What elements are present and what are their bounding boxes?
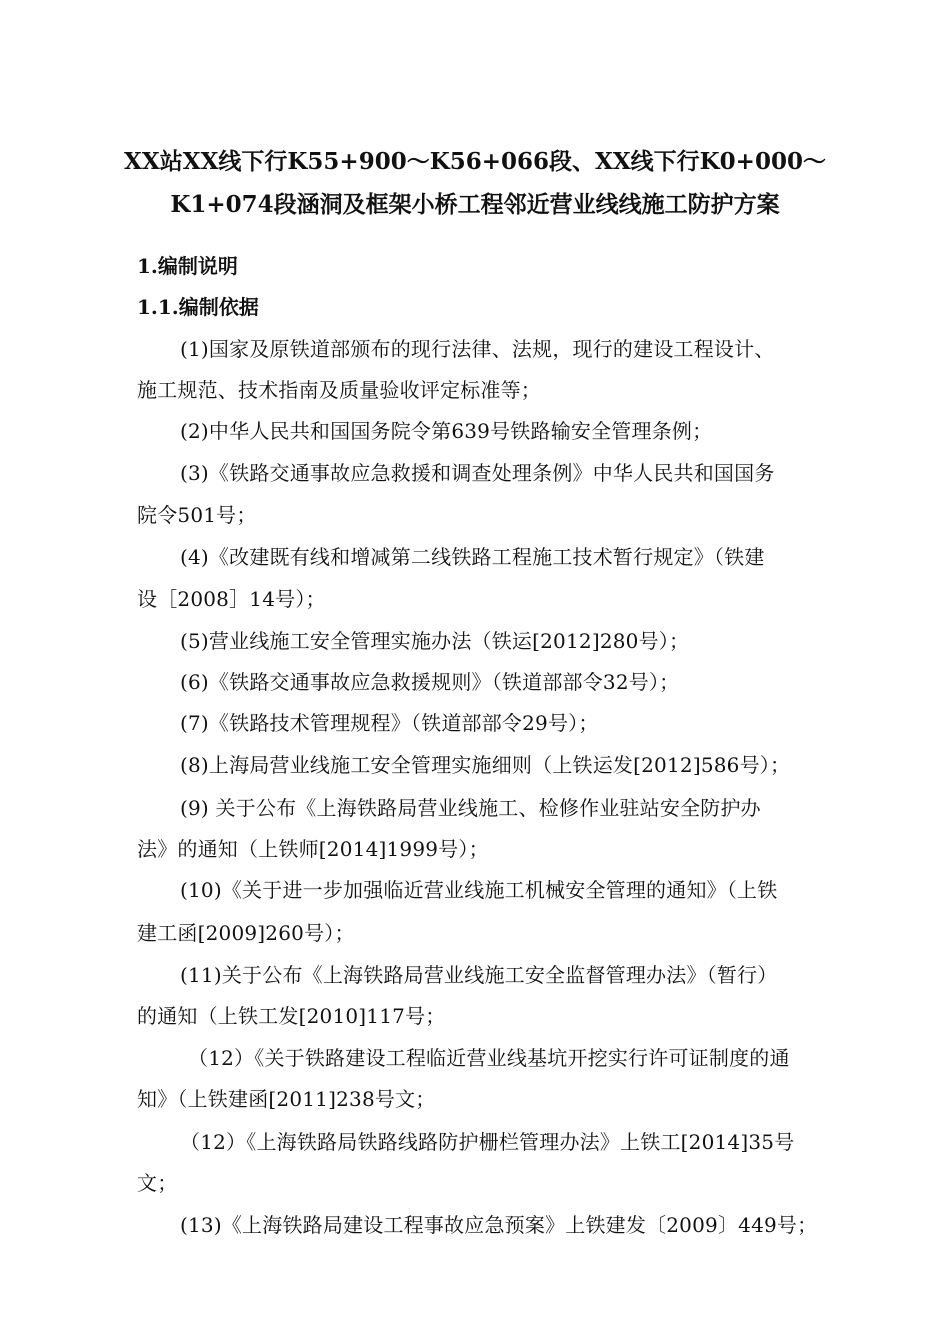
list-item-12-line-2: 知》（上铁建函[2011]238号文； [137, 1087, 436, 1111]
list-item-3-line-2: 院令501号； [137, 503, 257, 527]
section-heading-1: 1.编制说明 [137, 254, 238, 278]
list-item-8-line-1: (8)上海局营业线施工安全管理实施细则（上铁运发[2012]586号）； [180, 753, 791, 777]
list-item-7-line-1: (7)《铁路技术管理规程》（铁道部部令29号）； [180, 711, 599, 735]
list-item-1-line-2: 施工规范、技术指南及质量验收评定标准等； [137, 378, 541, 402]
list-item-3-line-1: (3)《铁路交通事故应急救援和调查处理条例》中华人民共和国国务 [180, 461, 775, 485]
list-item-4-line-2: 设［2008］14号）； [137, 587, 326, 611]
list-item-10-line-2: 建工函[2009]260号）； [137, 921, 355, 945]
list-item-4-line-1: (4)《改建既有线和增减第二线铁路工程施工技术暂行规定》（铁建 [180, 545, 765, 569]
document-title-line-1: XX站XX线下行K55+900～K56+066段、XX线下行K0+000～ [124, 148, 826, 175]
list-item-13-line-1: （12）《上海铁路局铁路线路防护栅栏管理办法》上铁工[2014]35号 [180, 1130, 795, 1154]
list-item-1-line-1: (1)国家及原铁道部颁布的现行法律、法规，现行的建设工程设计、 [180, 337, 775, 361]
list-item-10-line-1: (10)《关于进一步加强临近营业线施工机械安全管理的通知》（上铁 [180, 878, 778, 902]
document-title-line-2: K1+074段涵洞及框架小桥工程邻近营业线线施工防护方案 [170, 191, 780, 218]
list-item-5-line-1: (5)营业线施工安全管理实施办法（铁运[2012]280号）； [180, 629, 690, 653]
list-item-6-line-1: (6)《铁路交通事故应急救援规则》（铁道部部令32号）； [180, 670, 680, 694]
section-heading-1-1: 1.1.编制依据 [137, 295, 259, 319]
list-item-13-line-2: 文； [137, 1171, 178, 1195]
list-item-11-line-2: 的通知（上铁工发[2010]117号； [137, 1004, 446, 1028]
list-item-9-line-2: 法》的通知（上铁师[2014]1999号）； [137, 837, 489, 861]
list-item-12-line-1: （12）《关于铁路建设工程临近营业线基坑开挖实行许可证制度的通 [188, 1046, 790, 1070]
list-item-14-line-1: (13)《上海铁路局建设工程事故应急预案》上铁建发〔2009〕449号； [180, 1213, 818, 1237]
list-item-11-line-1: (11)关于公布《上海铁路局营业线施工安全监督管理办法》（暂行） [180, 963, 778, 987]
list-item-2-line-1: (2)中华人民共和国国务院令第639号铁路输安全管理条例； [180, 419, 713, 443]
list-item-9-line-1: (9) 关于公布《上海铁路局营业线施工、检修作业驻站安全防护办 [180, 796, 761, 820]
